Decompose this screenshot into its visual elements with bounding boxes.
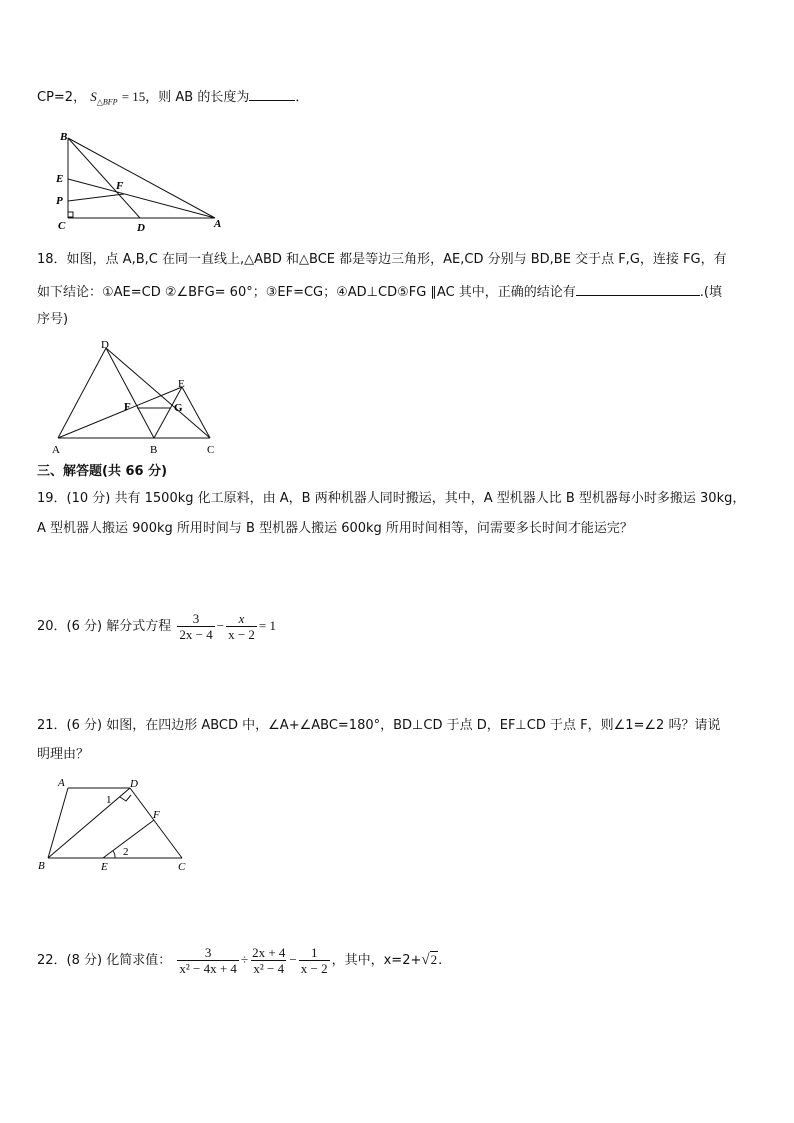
q22-frac3-den: x − 2	[300, 961, 328, 976]
figure-21	[36, 774, 196, 874]
q17-end: ．	[295, 90, 309, 105]
q22-frac3-num: 1	[310, 945, 318, 960]
q22-end: .	[438, 953, 443, 968]
q20-minus: −	[216, 618, 225, 633]
q22-frac2-den: x² − 4	[253, 961, 285, 976]
area-symbol: S	[90, 89, 97, 104]
q21-line1: 21．(6 分) 如图，在四边形 ABCD 中，∠A+∠ABC=180°，BD⊥CD 于点 D，EF⊥CD 于点 F，则∠1=∠2 吗？请说	[37, 718, 721, 733]
fig21-angle-1: 1	[106, 794, 112, 806]
fig21-label-F: F	[153, 809, 160, 821]
q18-line3: 序号)	[37, 312, 69, 327]
q17-text	[37, 86, 308, 113]
q22-prefix: 22．(8 分) 化简求值：	[37, 953, 172, 968]
fig21-label-D: D	[130, 778, 138, 790]
sqrt-radicand: 2	[430, 952, 438, 967]
fig18-label-F: F	[124, 401, 131, 413]
q22-frac1-den: x² − 4x + 4	[179, 961, 237, 976]
q21-line2: 明理由？	[37, 747, 90, 762]
q20-fraction-1	[177, 611, 214, 642]
sqrt-sign: √	[421, 952, 430, 968]
fig17-label-F: F	[116, 180, 124, 192]
q22-divide: ÷	[240, 952, 249, 967]
q20-equals: = 1	[258, 618, 276, 633]
fig17-label-E: E	[56, 173, 64, 185]
fig18-label-C: C	[207, 444, 215, 456]
fig21-label-B: B	[38, 860, 45, 872]
answer-blank-17[interactable]	[249, 86, 295, 101]
q18-line1: 18．如图，点 A,B,C 在同一直线上,△ABD 和△BCE 都是等边三角形，AE,CD 分别与 BD,BE 交于点 F,G，连接 FG，有	[37, 252, 727, 267]
q22-frac2-num: 2x + 4	[252, 945, 286, 960]
q22-minus: −	[289, 952, 297, 967]
q19-line1: 19．(10 分) 共有 1500kg 化工原料，由 A，B 两种机器人同时搬运，其中，A 型机器人比 B 型机器每小时多搬运 30kg，	[37, 491, 746, 506]
q20-fraction-2	[226, 611, 257, 642]
figure-18	[46, 336, 226, 458]
q22-fraction-1	[177, 945, 239, 976]
fig18-label-D: D	[101, 339, 109, 351]
area-value: = 15	[121, 89, 146, 104]
fig21-label-A: A	[58, 777, 65, 789]
fig18-label-B: B	[150, 444, 158, 456]
figure-17	[52, 128, 227, 234]
q19-line2: A 型机器人搬运 900kg 所用时间与 B 型机器人搬运 600kg 所用时间相等，问需要多长时间才能运完？	[37, 521, 633, 536]
fig17-label-B: B	[60, 131, 68, 143]
q18-line2-prefix: 如下结论：①AE=CD ②∠BFG= 60°；③EF=CG；④AD⊥CD⑤FG ∥AC 其中，正确的结论有	[37, 285, 576, 300]
q17-prefix: CP=2，	[37, 90, 87, 105]
fig18-label-A: A	[52, 444, 60, 456]
q22-fraction-2	[250, 945, 287, 976]
fig21-angle-2: 2	[123, 846, 129, 858]
q22-tail: ，其中，x=2+	[331, 953, 422, 968]
q20-equation	[37, 608, 276, 645]
fig17-label-D: D	[137, 222, 145, 234]
q22-fraction-3	[299, 945, 330, 976]
q20-frac1-num: 3	[192, 611, 200, 626]
q20-frac1-den: 2x − 4	[179, 627, 213, 642]
q20-frac2-num: x	[238, 611, 245, 626]
fig17-label-A: A	[214, 218, 222, 230]
q18-line2-suffix: .(填	[699, 285, 723, 300]
area-subscript: △BFP	[96, 97, 118, 107]
fig21-label-C: C	[178, 861, 186, 873]
fig18-label-G: G	[174, 402, 183, 414]
section-heading: 三、解答题(共 66 分)	[37, 464, 168, 479]
q20-prefix: 20．(6 分) 解分式方程	[37, 619, 172, 634]
q22-expression	[37, 942, 442, 979]
fig21-label-E: E	[101, 861, 108, 873]
fig17-label-P: P	[56, 195, 63, 207]
q20-frac2-den: x − 2	[228, 627, 255, 642]
q18-line2	[37, 281, 722, 303]
q17-suffix: ，则 AB 的长度为	[145, 90, 250, 105]
fig18-label-E: E	[178, 378, 185, 390]
fig17-label-C: C	[58, 220, 66, 232]
answer-blank-18[interactable]	[576, 281, 700, 296]
q22-frac1-num: 3	[204, 945, 212, 960]
